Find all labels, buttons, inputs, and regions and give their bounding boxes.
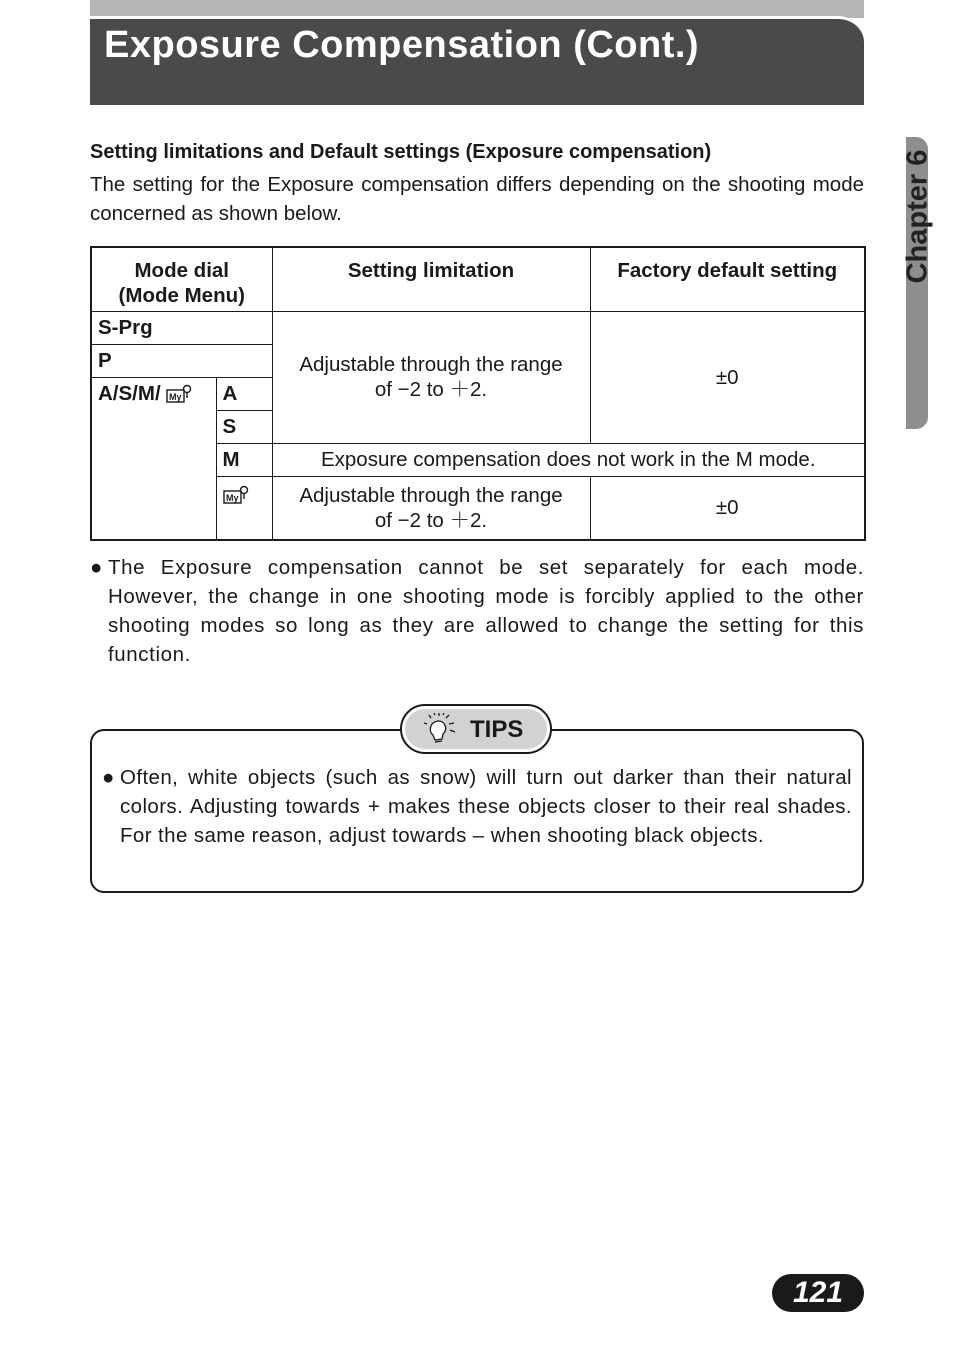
row-label-a: A: [216, 377, 272, 410]
limitation-line1: Adjustable through the range: [299, 353, 563, 376]
note-text: The Exposure compensation cannot be set separately for each mode. However, the change in one shooting mode is forcibly applied to the other shooting modes so long as they are allowed to change the setting for this function.: [108, 556, 864, 666]
row-label-asm: [91, 377, 216, 540]
my-limitation-line2: of −2 to ＋2.: [374, 508, 488, 532]
my-mode-icon: [166, 384, 192, 404]
header-setting-limitation: Setting limitation: [272, 247, 590, 311]
note-paragraph: [90, 553, 864, 669]
my-limitation-line1: Adjustable through the range: [299, 483, 563, 507]
default-value-cell: ±0: [590, 311, 865, 443]
header-mode-dial-line1: Mode dial: [134, 259, 230, 282]
page-number: 121: [772, 1274, 864, 1312]
page-title: Exposure Compensation (Cont.): [104, 24, 700, 66]
my-icon-text: My: [169, 392, 182, 403]
section-heading: Setting limitations and Default settings (Exposure compensation): [90, 141, 712, 163]
limitation-cell: [272, 311, 590, 443]
my-limitation-cell: [272, 476, 590, 540]
tips-label: TIPS: [470, 716, 524, 743]
limitation-line2: of −2 to ＋2.: [374, 378, 488, 401]
header-mode-dial-line2: (Mode Menu): [118, 284, 245, 307]
header-mode-dial: [91, 247, 272, 311]
tips-badge: [400, 704, 552, 754]
row-label-my: [216, 476, 272, 540]
header-factory-default: Factory default setting: [590, 247, 865, 311]
row-label-m: M: [216, 443, 272, 476]
row-label-sprg: S-Prg: [91, 311, 272, 344]
my-icon-text: My: [225, 493, 239, 504]
bullet-icon: ●: [90, 556, 103, 579]
table-row: [91, 311, 865, 344]
lightbulb-icon: [424, 713, 460, 747]
row-label-s: S: [216, 410, 272, 443]
row-label-p: P: [91, 344, 272, 377]
row-label-asm-text: A/S/M/: [98, 381, 161, 405]
table-header-row: [91, 247, 865, 311]
settings-table: [90, 246, 866, 541]
bullet-icon: ●: [102, 766, 115, 789]
m-mode-note: Exposure compensation does not work in the M mode.: [272, 443, 865, 476]
tips-paragraph: [102, 763, 852, 850]
my-mode-icon: [223, 485, 249, 505]
my-default-value-cell: ±0: [590, 476, 865, 540]
chapter-label: Chapter 6: [901, 149, 934, 284]
title-bar: [90, 0, 864, 105]
section-intro: The setting for the Exposure compensation differs depending on the shooting mode concerned as shown below.: [90, 173, 864, 225]
chapter-label-wrap: [868, 149, 934, 284]
tips-text: Often, white objects (such as snow) will turn out darker than their natural colors. Adjusting towards + makes these objects closer to their real shades. For the same reason, adjust towards – when shooting black objects.: [120, 766, 852, 847]
